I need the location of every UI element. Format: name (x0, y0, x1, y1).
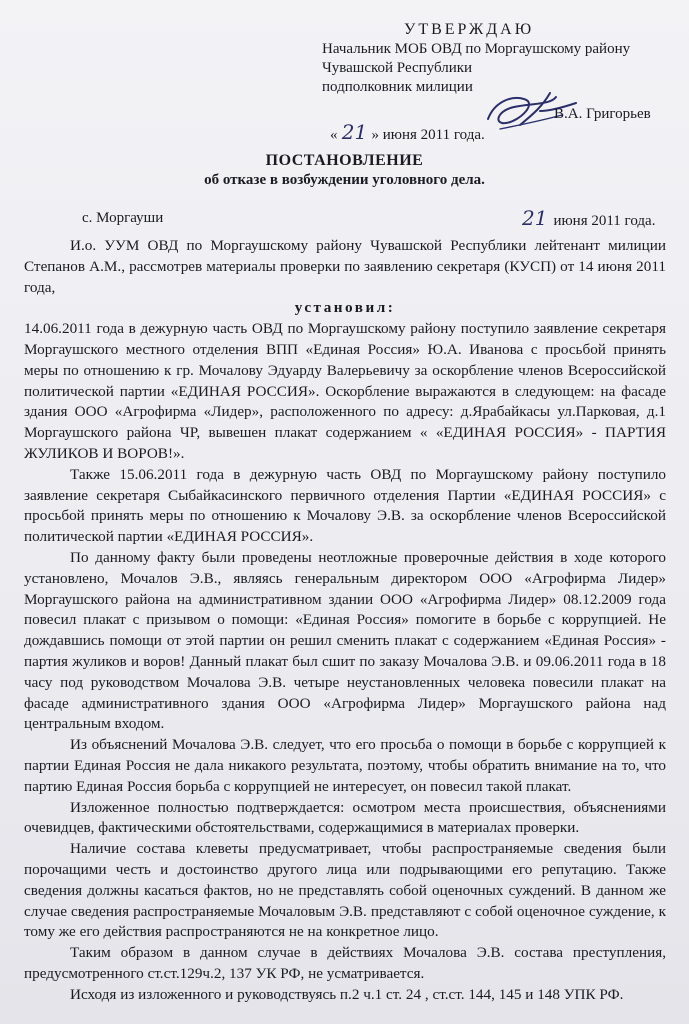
document-title: ПОСТАНОВЛЕНИЕ (265, 152, 424, 169)
approval-signer-name: В.А. Григорьев (554, 106, 651, 122)
paragraph-1: 14.06.2011 года в дежурную часть ОВД по Моргаушскому району поступило заявление секретаря Моргаушского местного отделения ВПП «Единая Россия» Ю.А. Иванова с просьбой принять меры по отношению к гр. Мочалову Эдуарду Валерьевичу за оскорбление членов Всероссийской политической партии «ЕДИНАЯ РОССИЯ». Оскорбление выражаются в следующем: на фасаде здания ООО «Агрофирма «Лидер», расположенного по адресу: д.Ярабайкасы ул.Парковая, д.1 Моргаушского района ЧР, вывешен плакат содержанием « «ЕДИНАЯ РОССИЯ» - ПАРТИЯ ЖУЛИКОВ И ВОРОВ!». (24, 320, 666, 462)
paragraph-3: По данному факту были проведены неотложные проверочные действия в ходе которого установлено, Мочалов Э.В., являясь генеральным директором ООО «Агрофирма Лидер» Моргаушского района на административном здании ООО «Агрофирма Лидер» 08.12.2009 года повесил плакат с призывом о помощи: «Единая Россия» помогите в борьбе с коррупцией. Не дождавшись помощи от этой партии он решил сменить плакат с содержанием «Единая Россия» - партия жуликов и воров! Данный плакат был сшит по заказу Мочалова Э.В. и 09.06.2011 года в 18 часу под руководством Мочалова Э.В. четыре неустановленных человека повесили плакат на фасаде административного здания ООО «Агрофирма Лидер» Моргаушского района над центральным входом. (24, 548, 666, 733)
approval-region: Чувашской Республики (322, 60, 473, 76)
paragraph-6: Наличие состава клеветы предусматривает, чтобы распространяемые сведения были порочащими честь и достоинство другого лица или подрывающими его репутацию. Также сведения должны касаться фактов, но не представлять собой оценочных суждений. В данном же случае сведения распространяемые Мочаловым Э.В. представляют с собой оценочное суждение, к тому же его действия распространяются не на конкретное лицо. (24, 840, 666, 941)
approval-date-rest: » июня 2011 года. (371, 127, 485, 143)
paragraph-4: Из объяснений Мочалова Э.В. следует, что его просьба о помощи в борьбе с коррупцией к партии Единая Россия не дала никакого результата, поэтому, чтобы обратить внимание на то, что партию Единая Россия борьба с коррупцией не интересует, он повесил такой плакат. (24, 736, 666, 795)
approval-rank: подполковник милиции (322, 79, 473, 95)
paragraph-7: Таким образом в данном случае в действиях Мочалова Э.В. состава преступления, предусмотренного ст.ст.129ч.2, 137 УК РФ, не усматривается. (24, 944, 666, 982)
approval-date-day: 21 (341, 120, 368, 144)
approval-block (322, 20, 682, 147)
approval-heading: УТВЕРЖДАЮ (404, 21, 535, 38)
approval-date (322, 120, 682, 147)
paragraph-2: Также 15.06.2011 года в дежурную часть ОВД по Моргаушскому району поступило заявление секретаря Сыбайкасинского первичного отделения Партии «ЕДИНАЯ РОССИЯ» с просьбой принять меры по отношению к Мочалову Э.В. за оскорбление членов Всероссийской политической партии «ЕДИНАЯ РОССИЯ». (24, 465, 666, 546)
paragraph-5: Изложенное полностью подтверждается: осмотром места происшествия, объяснениями очевидцев, фактическими обстоятельствами, содержащимися в материалах проверки. (24, 798, 666, 837)
paragraph-intro: И.о. УУМ ОВД по Моргаушскому району Чувашской Республики лейтенант милиции Степанов А.М., рассмотрев материалы проверки по заявлению секретаря (КУСП) от 14 июня 2011 года, (24, 237, 666, 296)
document-date (522, 206, 655, 230)
established-heading: установил: (294, 299, 396, 317)
document-date-day: 21 (522, 206, 548, 230)
place-name: с. Моргауши (82, 210, 164, 226)
approval-position: Начальник МОБ ОВД по Моргаушскому району (322, 41, 631, 57)
document-date-rest: июня 2011 года. (553, 213, 656, 229)
document-subtitle: об отказе в возбуждении уголовного дела. (204, 172, 485, 188)
approval-signature-row (322, 99, 682, 123)
document-body (24, 236, 666, 1005)
paragraph-8: Исходя из изложенного и руководствуясь п.2 ч.1 ст. 24 , ст.ст. 144, 145 и 148 УПК РФ. (70, 985, 624, 1003)
place-date-row (0, 206, 689, 230)
approval-date-open-quote: « (330, 127, 338, 143)
